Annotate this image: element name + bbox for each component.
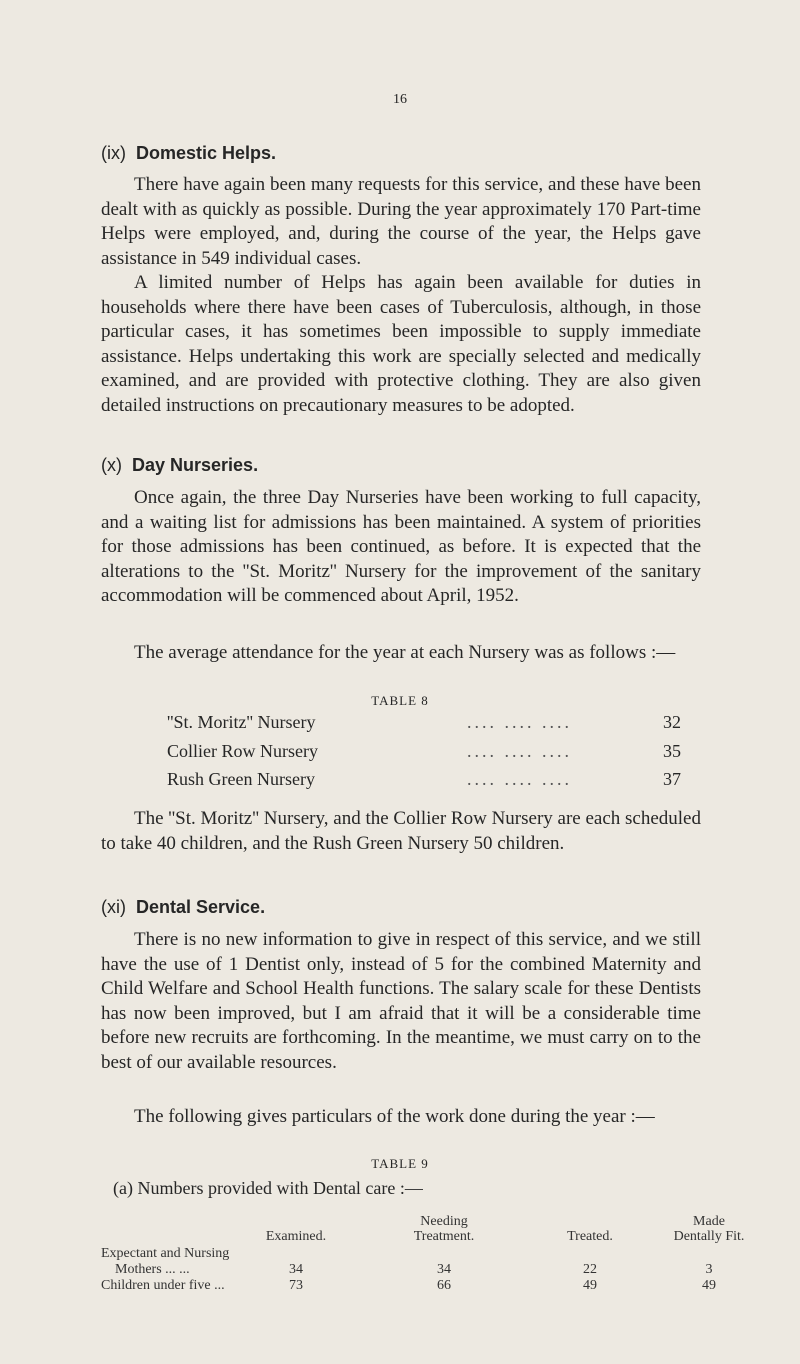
nursery-name: ''St. Moritz'' Nursery — [167, 712, 316, 732]
day-nurseries-paragraph-2: The average attendance for the year at each Nursery was as follows :— — [134, 642, 676, 663]
domestic-helps-paragraph-1: There have again been many requests for this service, and these have been dealt with as quickly as possible. During the year approximately 170 Part-time Helps were employed, and, during the course of the year, the Helps gave assistance in 549 individual cases. — [101, 174, 701, 269]
table-cell: 22 — [583, 1262, 597, 1277]
table-cell: 49 — [583, 1278, 597, 1293]
attendance-value: 35 — [663, 741, 681, 761]
table-cell: 66 — [437, 1278, 451, 1293]
table-cell: 49 — [702, 1278, 716, 1293]
section-title: Domestic Helps. — [136, 143, 277, 163]
leader-dots: .... .... .... — [467, 712, 572, 732]
table-cell: 73 — [289, 1278, 303, 1293]
leader-dots: .... .... .... — [467, 741, 572, 761]
attendance-value: 32 — [663, 712, 681, 732]
row-label: Expectant and Nursing — [101, 1246, 230, 1261]
table-cell: 34 — [437, 1262, 451, 1277]
dental-service-paragraph-2: The following gives particulars of the work done during the year :— — [134, 1106, 655, 1127]
section-title: Day Nurseries. — [132, 455, 259, 475]
column-header-examined: Examined. — [265, 1229, 327, 1244]
column-header-needing: Needing — [420, 1214, 468, 1229]
section-title: Dental Service. — [136, 897, 266, 917]
table-cell: 34 — [289, 1262, 303, 1277]
column-header-dentally-fit: Dentally Fit. — [673, 1229, 745, 1244]
table-9-caption: TABLE 9 — [371, 1156, 429, 1171]
table-cell: 3 — [705, 1262, 713, 1277]
column-header-treated: Treated. — [567, 1229, 613, 1244]
nursery-name: Rush Green Nursery — [167, 769, 315, 789]
nursery-name: Collier Row Nursery — [167, 741, 318, 761]
section-number: (x) — [101, 455, 122, 475]
domestic-helps-paragraph-2: A limited number of Helps has again been available for duties in households where there have been cases of Tuberculosis, although, in those particular cases, it has sometimes been impossible to supply immediate assistance. Helps undertaking this work are specially selected and medically examined, and are provided with protective clothing. They are also given detailed instructions on precautionary measures to be adopted. — [101, 272, 701, 416]
table-9-subheading: (a) Numbers provided with Dental care :— — [113, 1178, 423, 1198]
page-number: 16 — [393, 92, 407, 107]
day-nurseries-paragraph-1: Once again, the three Day Nurseries have been working to full capacity, and a waiting list for admissions has been maintained. A system of priorities for those admissions has been continued, as before. It is expected that the alterations to the ''St. Moritz'' Nursery for the improvement of the sanitary accommodation will be commenced about April, 1952. — [101, 487, 701, 606]
day-nurseries-closing-paragraph: The ''St. Moritz'' Nursery, and the Collier Row Nursery are each scheduled to take 40 children, and the Rush Green Nursery 50 children. — [101, 808, 701, 854]
table-8-caption: TABLE 8 — [371, 693, 429, 708]
row-label: Mothers ... ... — [115, 1262, 190, 1277]
leader-dots: .... .... .... — [467, 769, 572, 789]
column-header-treatment: Treatment. — [413, 1229, 475, 1244]
section-number: (ix) — [101, 143, 126, 163]
row-label: Children under five ... — [101, 1278, 225, 1293]
dental-service-paragraph-1: There is no new information to give in respect of this service, and we still have the use of 1 Dentist only, instead of 5 for the combined Maternity and Child Welfare and School Health functions. The salary scale for these Dentists has now been improved, but I am afraid that it will be a considerable time before new recruits are forthcoming. In the meantime, we must carry on to the best of our available resources. — [101, 929, 701, 1073]
attendance-value: 37 — [663, 769, 681, 789]
section-number: (xi) — [101, 897, 126, 917]
column-header-made: Made — [693, 1214, 725, 1229]
